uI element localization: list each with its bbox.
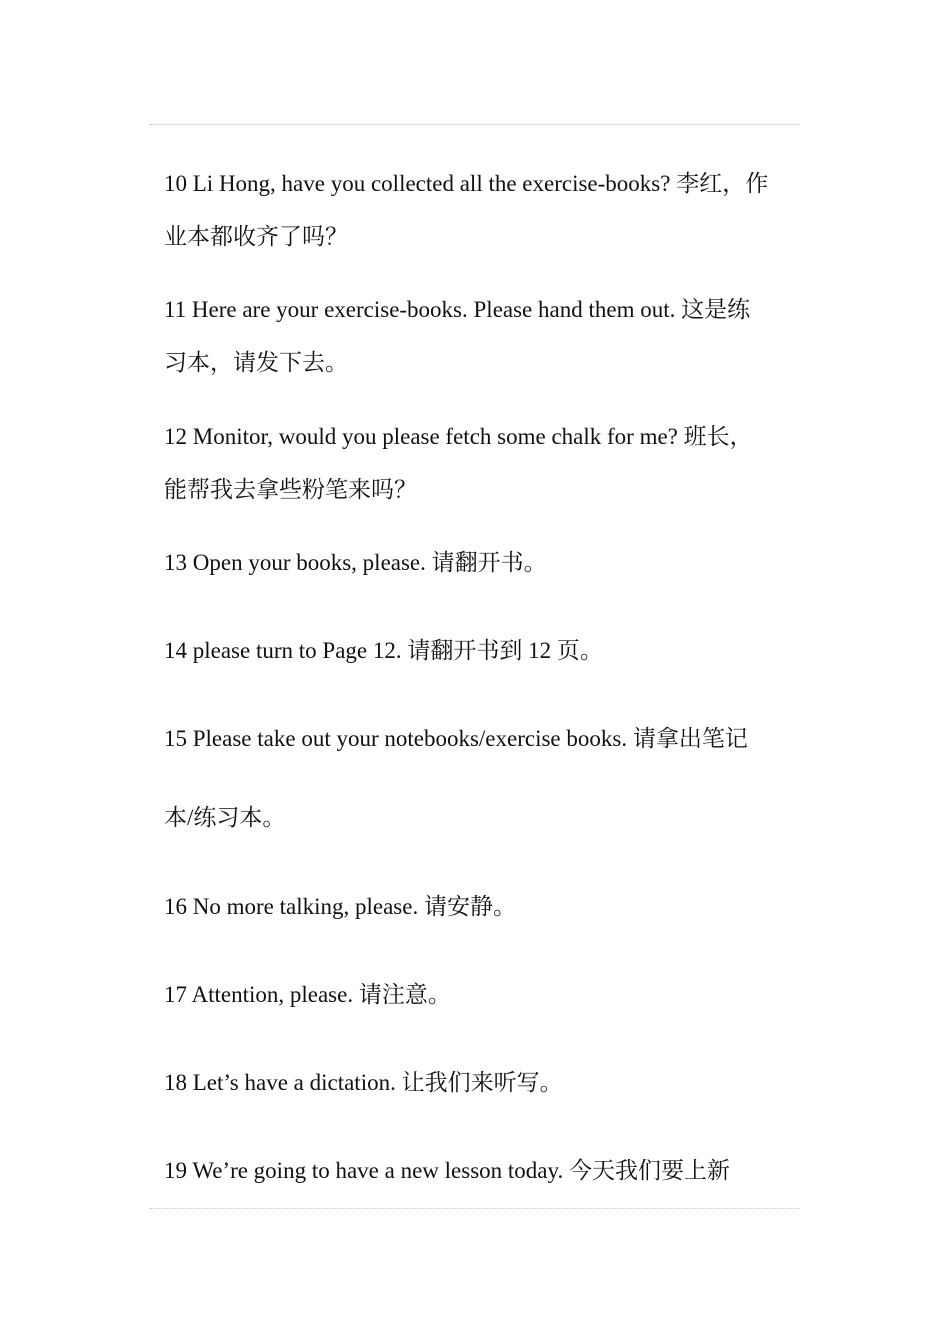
text-line: 10 Li Hong, have you collected all the exercise-books? 李红，作 (164, 171, 769, 196)
bottom-divider (150, 1208, 800, 1209)
text-line: 15 Please take out your notebooks/exercise books. 请拿出笔记 (164, 726, 748, 751)
text-line: 16 No more talking, please. 请安静。 (164, 894, 516, 919)
text-line: 能帮我去拿些粉笔来吗？ (164, 477, 417, 502)
text-line: 11 Here are your exercise-books. Please hand them out. 这是练 (164, 297, 751, 322)
text-line: 19 We’re going to have a new lesson today. 今天我们要上新 (164, 1158, 731, 1183)
text-line: 12 Monitor, would you please fetch some chalk for me? 班长， (164, 424, 753, 449)
text-line: 13 Open your books, please. 请翻开书。 (164, 550, 547, 575)
top-divider (150, 124, 800, 125)
text-line: 本/练习本。 (164, 805, 286, 830)
text-line: 业本都收齐了吗？ (164, 224, 348, 249)
text-line: 17 Attention, please. 请注意。 (164, 982, 451, 1007)
text-line: 18 Let’s have a dictation. 让我们来听写。 (164, 1070, 563, 1095)
text-line: 习本，请发下去。 (164, 350, 348, 375)
text-line: 14 please turn to Page 12. 请翻开书到 12 页。 (164, 638, 603, 663)
